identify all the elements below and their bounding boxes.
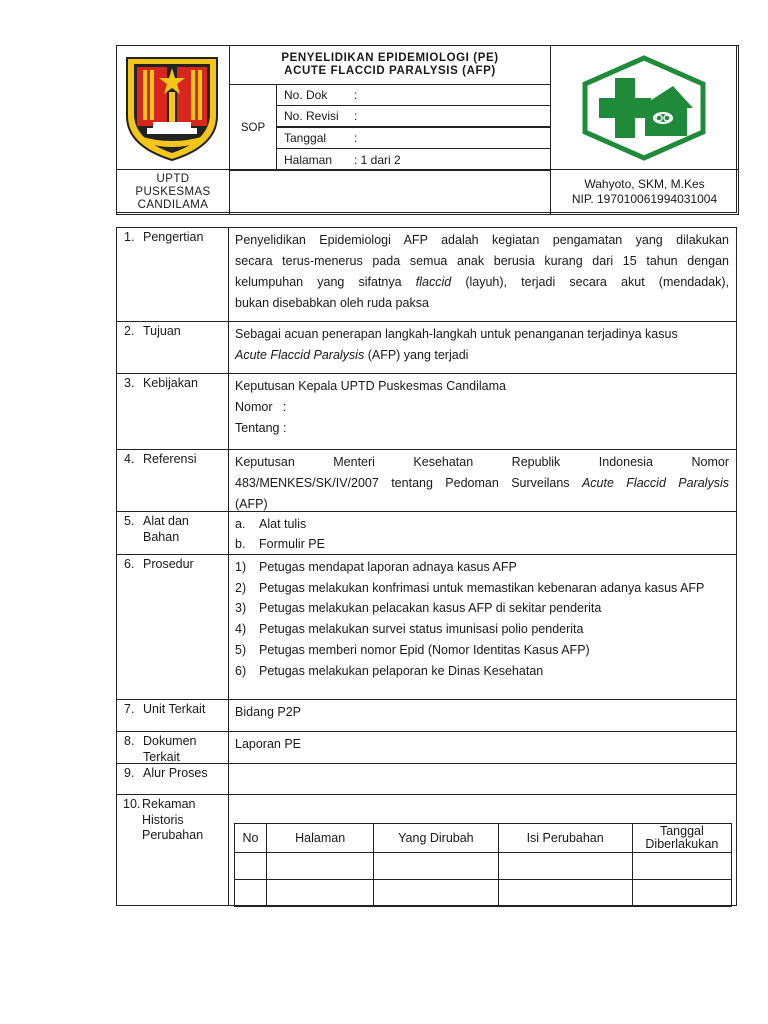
row-title-cont: Historis — [142, 812, 184, 827]
row-number: 10. — [123, 797, 141, 811]
row-number: 4. — [124, 452, 135, 466]
row-content — [229, 764, 736, 794]
signer-block — [550, 169, 739, 215]
list-item — [235, 578, 729, 599]
row-content — [229, 450, 736, 511]
row-content — [229, 228, 736, 321]
text-line: Bidang P2P — [235, 705, 302, 719]
row-label — [117, 732, 229, 763]
table-cell — [235, 853, 267, 880]
table-cell — [374, 880, 498, 907]
row-content — [229, 512, 736, 554]
list-marker: b. — [235, 537, 246, 551]
list-item — [235, 514, 729, 534]
title-line-1: PENYELIDIKAN EPIDEMIOLOGI (PE) — [281, 52, 499, 64]
row-number: 7. — [124, 702, 135, 716]
row-title: Pengertian — [143, 230, 204, 244]
row-number: 9. — [124, 766, 135, 780]
row-pengertian — [117, 228, 736, 321]
sop-header-table — [116, 45, 737, 213]
row-label — [117, 764, 229, 794]
meta-halaman — [276, 148, 551, 171]
list-marker: 3) — [235, 601, 247, 616]
row-label — [117, 795, 229, 905]
list-text: Petugas memberi nomor Epid (Nomor Identitas Kasus AFP) — [259, 642, 590, 657]
list-text: Petugas melakukan pelaporan ke Dinas Kesehatan — [259, 663, 544, 678]
row-title: Alur Proses — [143, 766, 208, 780]
list-marker: 1) — [235, 560, 247, 574]
row-number: 5. — [124, 514, 135, 528]
text-line: bukan disebabkan oleh ruda paksa — [235, 296, 429, 310]
list-text: Formulir PE — [259, 537, 325, 551]
row-rekaman-historis — [117, 794, 736, 905]
meta-key: No. Revisi — [284, 109, 339, 123]
row-label — [117, 512, 229, 554]
list-item — [235, 534, 729, 554]
row-label — [117, 322, 229, 373]
row-kebijakan — [117, 373, 736, 449]
table-cell — [632, 880, 731, 907]
table-cell — [498, 880, 632, 907]
column-header: Isi Perubahan — [498, 824, 632, 853]
italic-term: Acute Flaccid Paralysis — [581, 476, 729, 490]
text-line: secara terus-menerus pada semua anak berusia kurang dari 15 tahun dengan — [235, 254, 729, 268]
list-item — [235, 557, 729, 578]
text-line: Sebagai acuan penerapan langkah-langkah untuk penanganan terjadinya kasus — [235, 327, 678, 341]
table-header-row — [235, 824, 732, 853]
text-line: Laporan PE — [235, 737, 302, 751]
list-text: Petugas mendapat laporan adnaya kasus AFP — [259, 560, 517, 574]
table-cell — [235, 880, 267, 907]
row-label — [117, 450, 229, 511]
list-text: Petugas melakukan pelacakan kasus AFP di sekitar penderita — [259, 601, 602, 616]
row-title: Unit Terkait — [143, 702, 206, 716]
row-content — [229, 795, 736, 905]
row-content — [229, 555, 736, 699]
row-title-cont: Perubahan — [142, 828, 204, 842]
table-row — [235, 880, 732, 907]
unit-line-1: UPTD — [156, 172, 190, 185]
row-title-cont: Bahan — [143, 529, 180, 544]
document-title — [229, 45, 551, 85]
signer-name: Wahyoto, SKM, M.Kes — [584, 177, 705, 191]
column-header: Tanggal Diberlakukan — [632, 824, 731, 853]
table-cell — [267, 853, 374, 880]
meta-key: No. Dok — [284, 88, 328, 102]
text-span: (AFP) yang terjadi — [364, 348, 469, 362]
meta-no-revisi — [276, 105, 551, 127]
row-title: Dokumen — [143, 734, 197, 748]
text-line: Nomor : — [235, 400, 287, 414]
text-line — [235, 345, 729, 366]
text-line: (AFP) — [235, 497, 268, 511]
list-marker: 6) — [235, 663, 247, 678]
meta-value: : 1 dari 2 — [354, 152, 401, 167]
logo-cell — [116, 45, 230, 170]
table-cell — [498, 853, 632, 880]
text-line: Penyelidikan Epidemiologi AFP adalah kegiatan pengamatan yang dilakukan — [235, 233, 729, 247]
list-marker: 4) — [235, 622, 247, 637]
revision-history-table — [234, 823, 732, 907]
puskesmas-green-cross-logo — [551, 46, 738, 169]
meta-value: : — [354, 109, 358, 123]
row-referensi — [117, 449, 736, 511]
row-alur-proses — [117, 763, 736, 794]
sop-content-table — [116, 227, 737, 906]
row-number: 1. — [124, 230, 135, 244]
list-item — [235, 661, 729, 682]
list-text: Petugas melakukan konfrimasi untuk memastikan kebenaran adanya kasus AFP — [259, 580, 705, 595]
row-title: Prosedur — [143, 557, 194, 571]
signature-blank — [229, 169, 551, 215]
row-label — [117, 555, 229, 699]
puskesmas-logo-cell — [550, 45, 739, 170]
sop-label: SOP — [229, 84, 277, 171]
row-title-cont: Terkait — [143, 749, 180, 764]
row-alat-bahan — [117, 511, 736, 554]
list-item — [235, 619, 729, 640]
row-tujuan — [117, 321, 736, 373]
table-cell — [632, 853, 731, 880]
italic-term: Acute Flaccid Paralysis — [235, 348, 365, 362]
meta-key: Tanggal — [284, 131, 327, 145]
row-label — [117, 228, 229, 321]
list-item — [235, 598, 729, 619]
text-line: Keputusan Menteri Kesehatan Republik Indonesia Nomor — [235, 455, 729, 469]
title-line-2: ACUTE FLACCID PARALYSIS (AFP) — [284, 65, 496, 77]
meta-value: : — [354, 131, 358, 145]
list-item — [235, 640, 729, 661]
text-line: Keputusan Kepala UPTD Puskesmas Candilama — [235, 379, 506, 393]
list-text: Alat tulis — [259, 517, 307, 531]
text-line — [235, 272, 729, 293]
table-cell — [374, 853, 498, 880]
row-number: 8. — [124, 734, 135, 748]
text-span: kelumpuhan yang sifatnya — [235, 275, 416, 289]
text-line: Tentang : — [235, 421, 287, 435]
city-crest-logo — [117, 46, 229, 169]
table-cell — [267, 880, 374, 907]
row-label — [117, 374, 229, 449]
row-number: 3. — [124, 376, 135, 390]
signer-nip: NIP. 197010061994031004 — [571, 192, 718, 206]
row-number: 2. — [124, 324, 135, 338]
text-span: (layuh), terjadi secara akut (mendadak), — [451, 275, 729, 289]
row-prosedur — [117, 554, 736, 699]
text-span: 483/MENKES/SK/IV/2007 tentang Pedoman Surveilans — [235, 476, 582, 490]
column-header: Halaman — [267, 824, 374, 853]
unit-line-3: CANDILAMA — [137, 198, 209, 211]
row-title: Kebijakan — [143, 376, 198, 390]
unit-name — [116, 169, 230, 215]
row-unit-terkait — [117, 699, 736, 731]
row-title: Rekaman — [142, 797, 196, 811]
meta-no-dok — [276, 84, 551, 106]
list-text: Petugas melakukan survei status imunisasi polio penderita — [259, 622, 584, 637]
unit-line-2: PUSKESMAS — [135, 185, 211, 198]
row-title: Alat dan — [143, 514, 189, 528]
column-header: No — [235, 824, 267, 853]
list-marker: 5) — [235, 642, 247, 657]
italic-term: flaccid — [415, 275, 452, 289]
meta-key: Halaman — [284, 152, 333, 167]
meta-value: : — [354, 88, 358, 102]
row-label — [117, 700, 229, 731]
list-marker: a. — [235, 517, 246, 531]
meta-tanggal — [276, 127, 551, 149]
table-row — [235, 853, 732, 880]
row-content — [229, 374, 736, 449]
column-header: Yang Dirubah — [374, 824, 498, 853]
row-title: Referensi — [143, 452, 197, 466]
row-dokumen-terkait — [117, 731, 736, 763]
row-content — [229, 700, 736, 731]
list-marker: 2) — [235, 580, 247, 595]
row-title: Tujuan — [143, 324, 181, 338]
row-content — [229, 322, 736, 373]
text-line — [235, 473, 729, 494]
row-content — [229, 732, 736, 763]
row-number: 6. — [124, 557, 135, 571]
